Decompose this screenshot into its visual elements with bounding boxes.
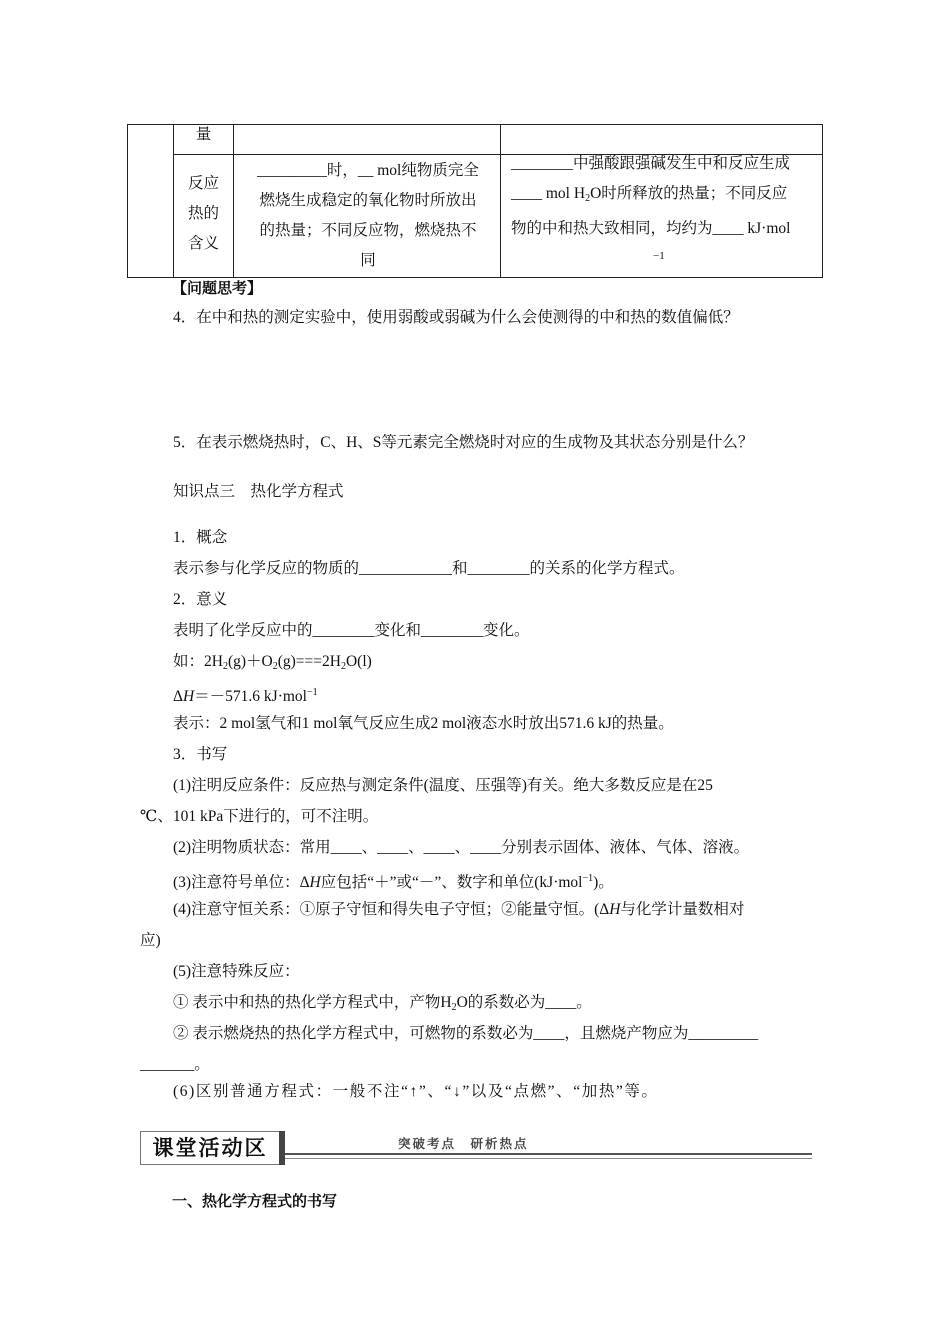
question-section-header: 【问题思考】 [172,281,263,297]
rule-5: (5)注意特殊反应： [173,963,300,980]
rule-5-item-2-continued: _______。 [140,1056,210,1073]
heading-meaning: 2．意义 [173,591,228,608]
rule-6: (6)区别普通方程式：一般不注“↑”、“↓”以及“点燃”、“加热”等。 [173,1083,659,1100]
table-row-label-quantity: 量 [195,126,212,143]
rule-2: (2)注明物质状态：常用____、____、____、____分别表示固体、液体、气体、溶液。 [173,839,750,856]
rule-5-item-1: ① 表示中和热的热化学方程式中，产物$H_2O$的系数必为____。 [173,994,592,1013]
classroom-activity-banner [140,1128,812,1168]
enthalpy-value: ΔH＝－571.6 kJ·mol$^{-1}$ [173,687,318,705]
heading-concept: 1．概念 [173,529,228,546]
combustion-heat-definition: _________时，__ mol纯物质完全 燃烧生成稳定的氧化物时所放出 的热量；不同反应物，燃烧热不 同 [257,162,479,269]
rule-1-line-2: ℃、101 kPa下进行的，可不注明。 [140,808,379,825]
example-equation: 如：$2H_2(g)+O_2(g)===2H_2O(l)$ [173,653,372,672]
question-5: 5．在表示燃烧热时，C、H、S等元素完全燃烧时对应的生成物及其状态分别是什么？ [173,434,754,451]
comparison-table [127,124,823,278]
concept-text: 表示参与化学反应的物质的____________和________的关系的化学方程式。 [173,560,685,577]
question-4: 4．在中和热的测定实验中，使用弱酸或弱碱为什么会使测得的中和热的数值偏低？ [173,309,739,326]
section-title: 知识点三 热化学方程式 [173,483,344,500]
rule-5-item-2: ② 表示燃烧热的热化学方程式中，可燃物的系数必为____，且燃烧产物应为_________ [173,1025,759,1042]
banner-divider [279,1131,285,1165]
neutralization-heat-definition: ________中强酸跟强碱发生中和反应生成 ____ mol $H_2O$时所释放的热量；不同反应 物的中和热大致相同，均约为____ kJ·mol −1 [511,155,791,262]
banner-subtitle: 突破考点 研析热点 [398,1136,529,1151]
meaning-text: 表明了化学反应中的________变化和________变化。 [173,622,530,639]
rule-3: (3)注意符号单位：ΔH应包括“＋”或“－”、数字和单位(kJ·mol$^{-1}$)。 [173,873,614,891]
banner-title: 课堂活动区 [140,1131,280,1165]
rule-4-line-2: 应) [140,932,161,949]
table-row-label-meaning: 反应 热的 含义 [187,175,219,252]
banner-rule-thin [285,1158,812,1159]
meaning-explanation: 表示：2 mol氢气和1 mol氧气反应生成2 mol液态水时放出571.6 kJ的热量。 [173,715,674,732]
heading-writing: 3．书写 [173,746,228,763]
rule-1-line-1: (1)注明反应条件：反应热与测定条件(温度、压强等)有关。绝大多数反应是在25 [173,777,713,794]
rule-4-line-1: (4)注意守恒关系：①原子守恒和得失电子守恒；②能量守恒。(ΔH与化学计量数相对 [173,901,745,918]
banner-rule [285,1153,812,1155]
next-section-title: 一、热化学方程式的书写 [172,1192,338,1210]
